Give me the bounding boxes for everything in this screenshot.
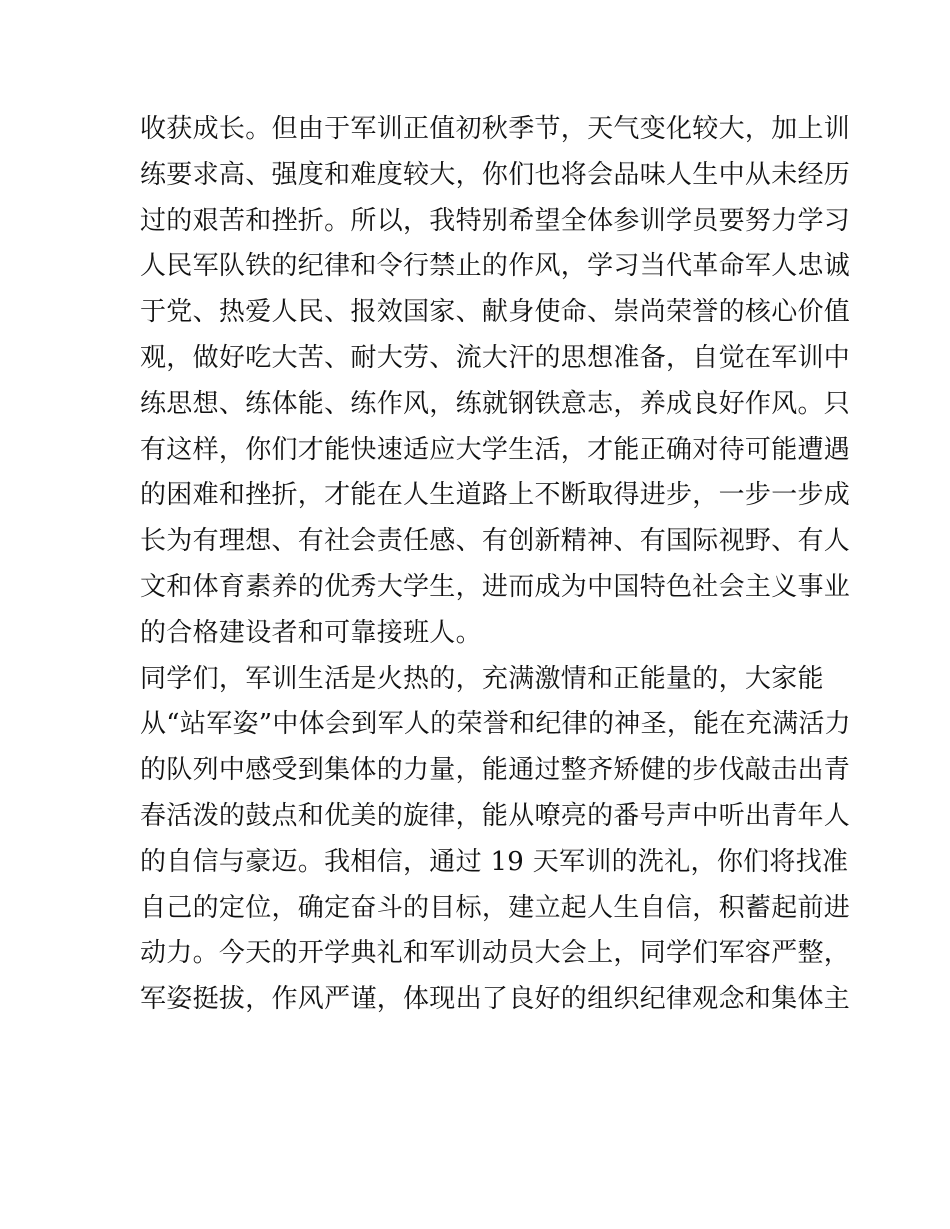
text-line: 于党、热爱人民、报效国家、献身使命、崇尚荣誉的核心价值 <box>140 297 851 328</box>
text-line: 长为有理想、有社会责任感、有创新精神、有国际视野、有人 <box>140 526 851 557</box>
text-line: 练思想、练体能、练作风，练就钢铁意志，养成良好作风。只 <box>140 388 851 419</box>
text-line: 的队列中感受到集体的力量，能通过整齐矫健的步伐敲击出青 <box>140 755 851 786</box>
text-line: 春活泼的鼓点和优美的旋律，能从嘹亮的番号声中听出青年人 <box>140 800 851 831</box>
text-line: 的合格建设者和可靠接班人。 <box>140 617 482 648</box>
text-line: 从“站军姿”中体会到军人的荣誉和纪律的神圣，能在充满活力 <box>140 709 851 740</box>
text-line: 人民军队铁的纪律和令行禁止的作风，学习当代革命军人忠诚 <box>140 251 851 282</box>
text-line: 文和体育素养的优秀大学生，进而成为中国特色社会主义事业 <box>140 571 851 602</box>
text-line: 军姿挺拔，作风严谨，体现出了良好的组织纪律观念和集体主 <box>140 984 851 1015</box>
body-text <box>140 107 851 1023</box>
text-line: 练要求高、强度和难度较大，你们也将会品味人生中从未经历 <box>140 159 851 190</box>
text-line: 过的艰苦和挫折。所以，我特别希望全体参训学员要努力学习 <box>140 205 851 236</box>
text-line: 自己的定位，确定奋斗的目标，建立起人生自信，积蓄起前进 <box>140 892 851 923</box>
text-line: 收获成长。但由于军训正值初秋季节，天气变化较大，加上训 <box>140 114 851 144</box>
text-line: 有这样，你们才能快速适应大学生活，才能正确对待可能遭遇 <box>140 434 851 465</box>
text-line: 的困难和挫折，才能在人生道路上不断取得进步，一步一步成 <box>140 480 851 511</box>
text-line: 的自信与豪迈。我相信，通过 19 天军训的洗礼，你们将找准 <box>140 846 849 877</box>
text-line: 观，做好吃大苦、耐大劳、流大汗的思想准备，自觉在军训中 <box>140 342 851 373</box>
text-line: 同学们，军训生活是火热的，充满激情和正能量的，大家能 <box>140 663 824 694</box>
text-line: 动力。今天的开学典礼和军训动员大会上，同学们军容严整， <box>140 938 851 969</box>
